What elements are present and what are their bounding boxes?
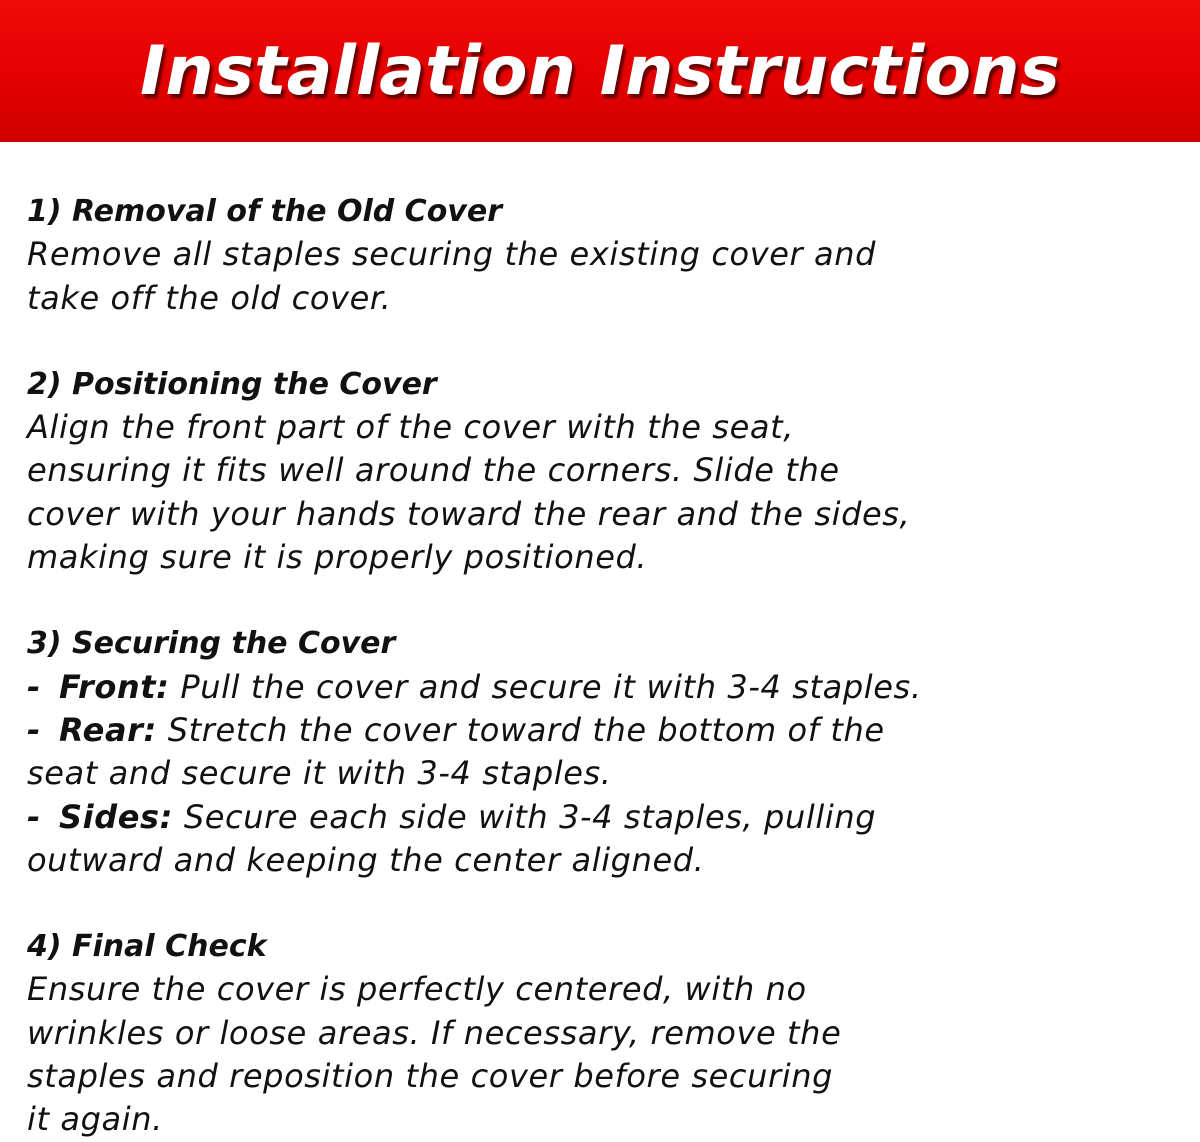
bullet-rear-continuation: seat and secure it with 3-4 staples.: [27, 754, 612, 793]
step-2-line-4: making sure it is properly positioned.: [27, 538, 648, 577]
bullet-text-front: Pull the cover and secure it with 3-4 staples.: [169, 667, 922, 706]
step-2-line-1: Align the front part of the cover with the seat,: [27, 408, 794, 447]
bullet-sides: [27, 796, 1192, 839]
bullet-front: [27, 666, 1192, 709]
step-1-line-2: take off the old cover.: [27, 278, 392, 317]
step-4-line-2: wrinkles or loose areas. If necessary, remove the: [27, 1013, 842, 1052]
step-3-heading: 3) Securing the Cover: [27, 626, 396, 662]
bullet-label-sides: Sides:: [59, 797, 174, 836]
bullet-label-rear: Rear:: [59, 710, 157, 749]
bullet-rear: [27, 709, 1192, 752]
page-title: Installation Instructions: [139, 31, 1061, 111]
title-banner: [0, 0, 1200, 142]
step-2-heading: 2) Positioning the Cover: [27, 366, 437, 402]
instructions-body: [27, 190, 1192, 1142]
bullet-text-rear: Stretch the cover toward the bottom of the: [156, 710, 885, 749]
step-1-line-1: Remove all staples securing the existing cover and: [27, 235, 877, 274]
step-1-removal: [27, 190, 1192, 320]
step-4-final-check: [27, 925, 1192, 1141]
bullet-dash: -: [27, 667, 41, 706]
step-3-securing: [27, 622, 1192, 882]
bullet-dash: -: [27, 710, 41, 749]
step-4-line-4: it again.: [27, 1100, 163, 1139]
step-1-heading: 1) Removal of the Old Cover: [27, 194, 503, 229]
step-2-line-2: ensuring it fits well around the corners. Slide the: [27, 451, 840, 490]
bullet-sides-continuation: outward and keeping the center aligned.: [27, 840, 705, 879]
bullet-dash: -: [27, 797, 41, 836]
step-2-positioning: [27, 363, 1192, 579]
step-4-heading: 4) Final Check: [27, 929, 267, 965]
step-4-line-3: staples and reposition the cover before securing: [27, 1057, 834, 1096]
bullet-text-sides: Secure each side with 3-4 staples, pulling: [173, 797, 877, 836]
step-2-line-3: cover with your hands toward the rear and the sides,: [27, 494, 911, 533]
bullet-label-front: Front:: [59, 667, 170, 706]
step-4-line-1: Ensure the cover is perfectly centered, with no: [27, 970, 807, 1009]
